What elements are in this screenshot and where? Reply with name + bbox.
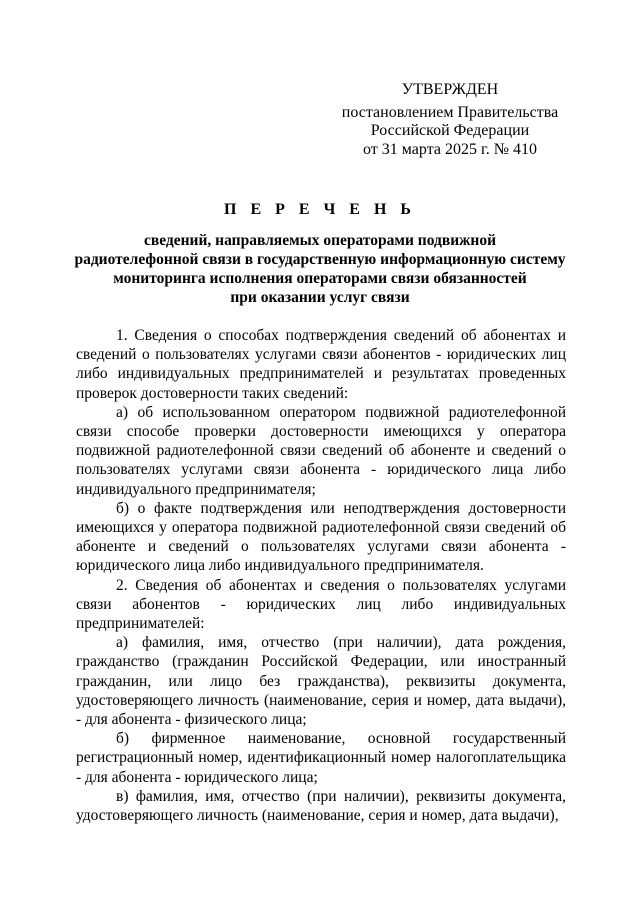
- heading-line-4: при оказании услуг связи: [230, 289, 410, 306]
- approval-title: УТВЕРЖДЕН: [401, 81, 499, 98]
- paragraph-2a: а) фамилия, имя, отчество (при наличии), дата рождения, гражданство (гражданин Российской Федерации, или иностранный гражданин, или лицо без гражданства), реквизиты документа, удостоверяющего личность (наименование, серия и номер, дата выдачи), - для абонента - физического лица;: [76, 634, 566, 729]
- paragraph-1b: б) о факте подтверждения или неподтверждения достоверности имеющихся у оператора подвижной радиотелефонной связи сведений об абоненте и сведений о пользователях услугами связи абонента - юридического лица либо индивидуального предпринимателя.: [76, 499, 566, 575]
- heading-line-3: мониторинга исполнения операторами связи обязанностей: [113, 270, 527, 287]
- document-title: П Е Р Е Ч Е Н Ь: [224, 201, 416, 218]
- paragraph-2: 2. Сведения об абонентах и сведения о пользователях услугами связи абонентов - юридических лиц либо индивидуальных предпринимателей:: [76, 576, 566, 633]
- heading-line-1: сведений, направляемых операторами подвижной: [143, 232, 497, 249]
- heading-line-2: радиотелефонной связи в государственную информационную систему: [74, 251, 566, 268]
- paragraph-1: 1. Сведения о способах подтверждения сведений об абонентах и сведений о пользователях услугами связи абонентов - юридических лиц либо индивидуальных предпринимателей и результатах проведенных проверок достоверности таких сведений:: [76, 327, 566, 402]
- approval-line-3: от 31 марта 2025 г. № 410: [363, 140, 537, 158]
- paragraph-2b: б) фирменное наименование, основной государственный регистрационный номер, идентификационный номер налогоплательщика - для абонента - юридического лица;: [76, 730, 566, 786]
- paragraph-2c: в) фамилия, имя, отчество (при наличии), реквизиты документа, удостоверяющего личность (наименование, серия и номер, дата выдачи),: [76, 787, 566, 825]
- approval-line-2: Российской Федерации: [370, 122, 530, 139]
- document-heading: [60, 200, 580, 307]
- document-body: [76, 326, 566, 825]
- approval-stamp: [340, 81, 560, 159]
- paragraph-1a: а) об использованном оператором подвижной радиотелефонной связи способе проверки достоверности имеющихся у оператора подвижной радиотелефонной связи сведений об абоненте и сведений о пользователях услугами связи абонента - юридического лица либо индивидуального предпринимателя;: [76, 403, 566, 498]
- approval-line-1: постановлением Правительства: [341, 103, 559, 121]
